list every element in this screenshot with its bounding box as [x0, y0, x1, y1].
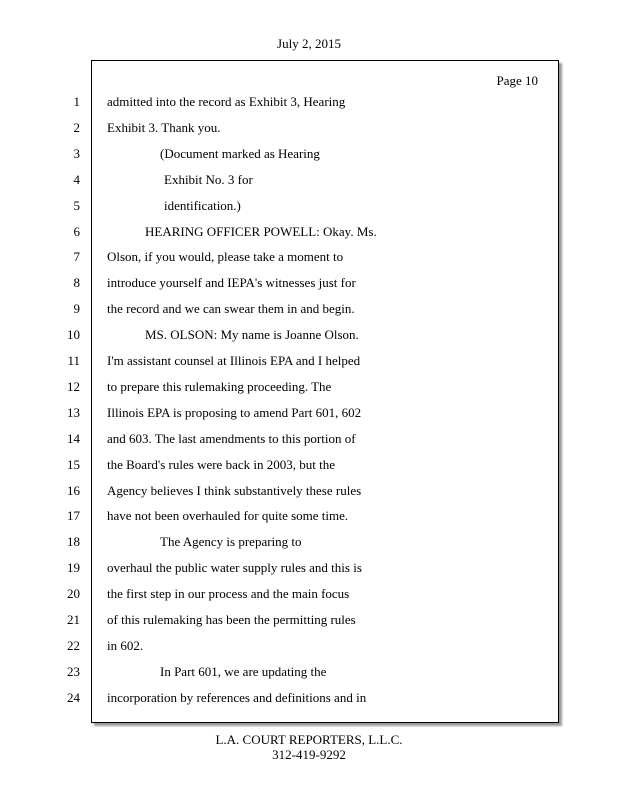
transcript-line: Exhibit No. 3 for	[164, 172, 253, 187]
line-number: 21	[67, 612, 80, 627]
line-number: 13	[67, 405, 80, 420]
line-number: 2	[73, 120, 80, 135]
line-number: 20	[67, 586, 80, 601]
line-number: 14	[67, 431, 80, 446]
line-number: 4	[73, 172, 80, 187]
transcript-line: Olson, if you would, please take a moment to	[107, 249, 344, 264]
line-number: 10	[67, 327, 80, 342]
transcript-line: to prepare this rulemaking proceeding. The	[107, 379, 332, 394]
line-number: 23	[67, 664, 80, 679]
transcript-line: have not been overhauled for quite some time.	[107, 508, 349, 523]
transcript-line: of this rulemaking has been the permitting rules	[107, 612, 356, 627]
footer-company: L.A. COURT REPORTERS, L.L.C.	[215, 732, 403, 747]
transcript-line: the first step in our process and the main focus	[107, 586, 350, 601]
line-number: 6	[73, 224, 80, 239]
line-number: 5	[73, 198, 80, 213]
transcript-line: (Document marked as Hearing	[160, 146, 320, 161]
page-number: Page 10	[496, 73, 538, 88]
transcript-line: I'm assistant counsel at Illinois EPA and I helped	[107, 353, 361, 368]
line-number-column	[0, 0, 80, 800]
transcript-line: identification.)	[164, 198, 241, 213]
line-number: 15	[67, 457, 80, 472]
line-number: 16	[67, 483, 80, 498]
line-number: 19	[67, 560, 80, 575]
line-number: 22	[67, 638, 80, 653]
footer-phone: 312-419-9292	[272, 747, 346, 762]
line-number: 1	[73, 94, 80, 109]
transcript-line: In Part 601, we are updating the	[160, 664, 327, 679]
transcript-line: Agency believes I think substantively these rules	[107, 483, 362, 498]
transcript-line: Exhibit 3. Thank you.	[107, 120, 221, 135]
line-number: 3	[73, 146, 80, 161]
line-number: 24	[67, 690, 80, 705]
line-number: 7	[73, 249, 80, 264]
transcript-line: in 602.	[107, 638, 144, 653]
transcript-line: HEARING OFFICER POWELL: Okay. Ms.	[145, 224, 377, 239]
transcript-line: Illinois EPA is proposing to amend Part 601, 602	[107, 405, 362, 420]
transcript-line: MS. OLSON: My name is Joanne Olson.	[145, 327, 359, 342]
transcript-line: and 603. The last amendments to this portion of	[107, 431, 356, 446]
transcript-line: overhaul the public water supply rules and this is	[107, 560, 362, 575]
line-number: 8	[73, 275, 80, 290]
transcript-line: the record and we can swear them in and begin.	[107, 301, 355, 316]
transcript-line: The Agency is preparing to	[160, 534, 302, 549]
line-number: 11	[67, 353, 80, 368]
transcript-line: introduce yourself and IEPA's witnesses just for	[107, 275, 356, 290]
line-number: 17	[67, 508, 80, 523]
header-date: July 2, 2015	[277, 36, 341, 51]
line-number: 12	[67, 379, 80, 394]
line-number: 9	[73, 301, 80, 316]
transcript-line: the Board's rules were back in 2003, but the	[107, 457, 335, 472]
transcript-line: incorporation by references and definitions and in	[107, 690, 367, 705]
line-number: 18	[67, 534, 80, 549]
transcript-line: admitted into the record as Exhibit 3, Hearing	[107, 94, 346, 109]
